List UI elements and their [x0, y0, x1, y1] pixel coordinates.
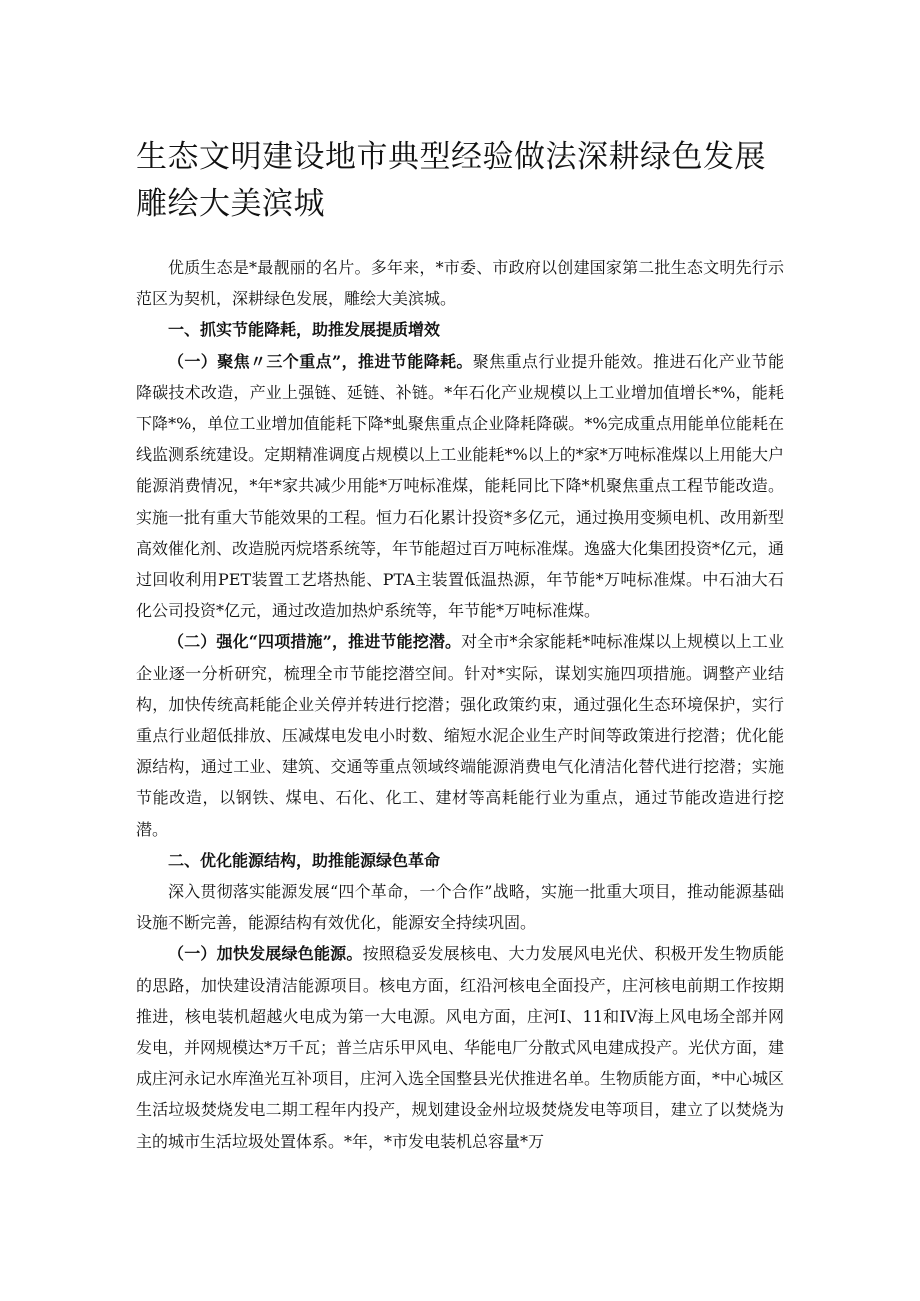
subsection-lead: （一）聚焦〃三个重点”，推进节能降耗。 [168, 351, 473, 371]
paragraph-text: 优质生态是*最靓丽的名片。多年来，*市委、市政府以创建国家第二批生态文明先行示范区为契机，深耕绿色发展，雕绘大美滨城。 [136, 258, 784, 309]
subsection-paragraph-1-2 [136, 626, 784, 844]
section-2-intro-paragraph [136, 876, 784, 938]
section-heading-2: 二、优化能源结构，助推能源绿色革命 [168, 850, 441, 870]
section-heading-1: 一、抓实节能降耗，助推发展提质增效 [168, 320, 441, 340]
document-title: 生态文明建设地市典型经验做法深耕绿色发展雕绘大美滨城 [136, 139, 766, 222]
subsection-paragraph-1-1 [136, 346, 784, 627]
intro-paragraph [136, 252, 784, 314]
subsection-lead: （一）加快发展绿色能源。 [168, 944, 363, 964]
paragraph-text: 深入贯彻落实能源发展“四个革命，一个合作”战略，实施一批重大项目，推动能源基础设施不断完善，能源结构有效优化，能源安全持续巩固。 [136, 882, 784, 933]
paragraph-text: 对全市*余家能耗*吨标准煤以上规模以上工业企业逐一分析研究，梳理全市节能挖潜空间。针对*实际，谋划实施四项措施。调整产业结构，加快传统高耗能企业关停并转进行挖潜；强化政策约束，通过强化生态环境保护，实行重点行业超低排放、压减煤电发电小时数、缩短水泥企业生产时间等政策进行挖潜；优化能源结构，通过工业、建筑、交通等重点领域终端能源消费电气化清洁化替代进行挖潜；实施节能改造，以钢铁、煤电、石化、化工、建材等高耗能行业为重点，通过节能改造进行挖潜。 [136, 632, 784, 839]
subsection-lead: （二）强化“四项措施”，推进节能挖潜。 [168, 632, 462, 652]
paragraph-text: 按照稳妥发展核电、大力发展风电光伏、积极开发生物质能的思路，加快建设清洁能源项目。核电方面，红沿河核电全面投产，庄河核电前期工作按期推进，核电装机超越火电成为第一大电源。风电方面，庄河I、11和IV海上风电场全部并网发电，并网规模达*万千瓦；普兰店乐甲风电、华能电厂分散式风电建成投产。光伏方面，建成庄河永记水库渔光互补项目，庄河入选全国整县光伏推进名单。生物质能方面，*中心城区生活垃圾焚烧发电二期工程年内投产，规划建设金州垃圾焚烧发电等项目，建立了以焚烧为主的城市生活垃圾处置体系。*年，*市发电装机总容量*万 [136, 944, 785, 1151]
paragraph-text: 聚焦重点行业提升能效。推进石化产业节能降碳技术改造，产业上强链、延链、补链。*年石化产业规模以上工业增加值增长*%，能耗下降*%，单位工业增加值能耗下降*虬聚焦重点企业降耗降碳。*%完成重点用能单位能耗在线监测系统建设。定期精准调度占规模以上工业能耗*%以上的*家*万吨标准煤以上用能大户能源消费情况，*年*家共减少用能*万吨标准煤，能耗同比下降*机聚焦重点工程节能改造。实施一批有重大节能效果的工程。恒力石化累计投资*多亿元，通过换用变频电机、改用新型高效催化剂、改造脱丙烷塔系统等，年节能超过百万吨标准煤。逸盛大化集团投资*亿元，通过回收利用PET装置工艺塔热能、PTA主装置低温热源，年节能*万吨标准煤。中石油大石化公司投资*亿元，通过改造加热炉系统等，年节能*万吨标准煤。 [136, 351, 785, 621]
subsection-paragraph-2-1 [136, 938, 784, 1156]
